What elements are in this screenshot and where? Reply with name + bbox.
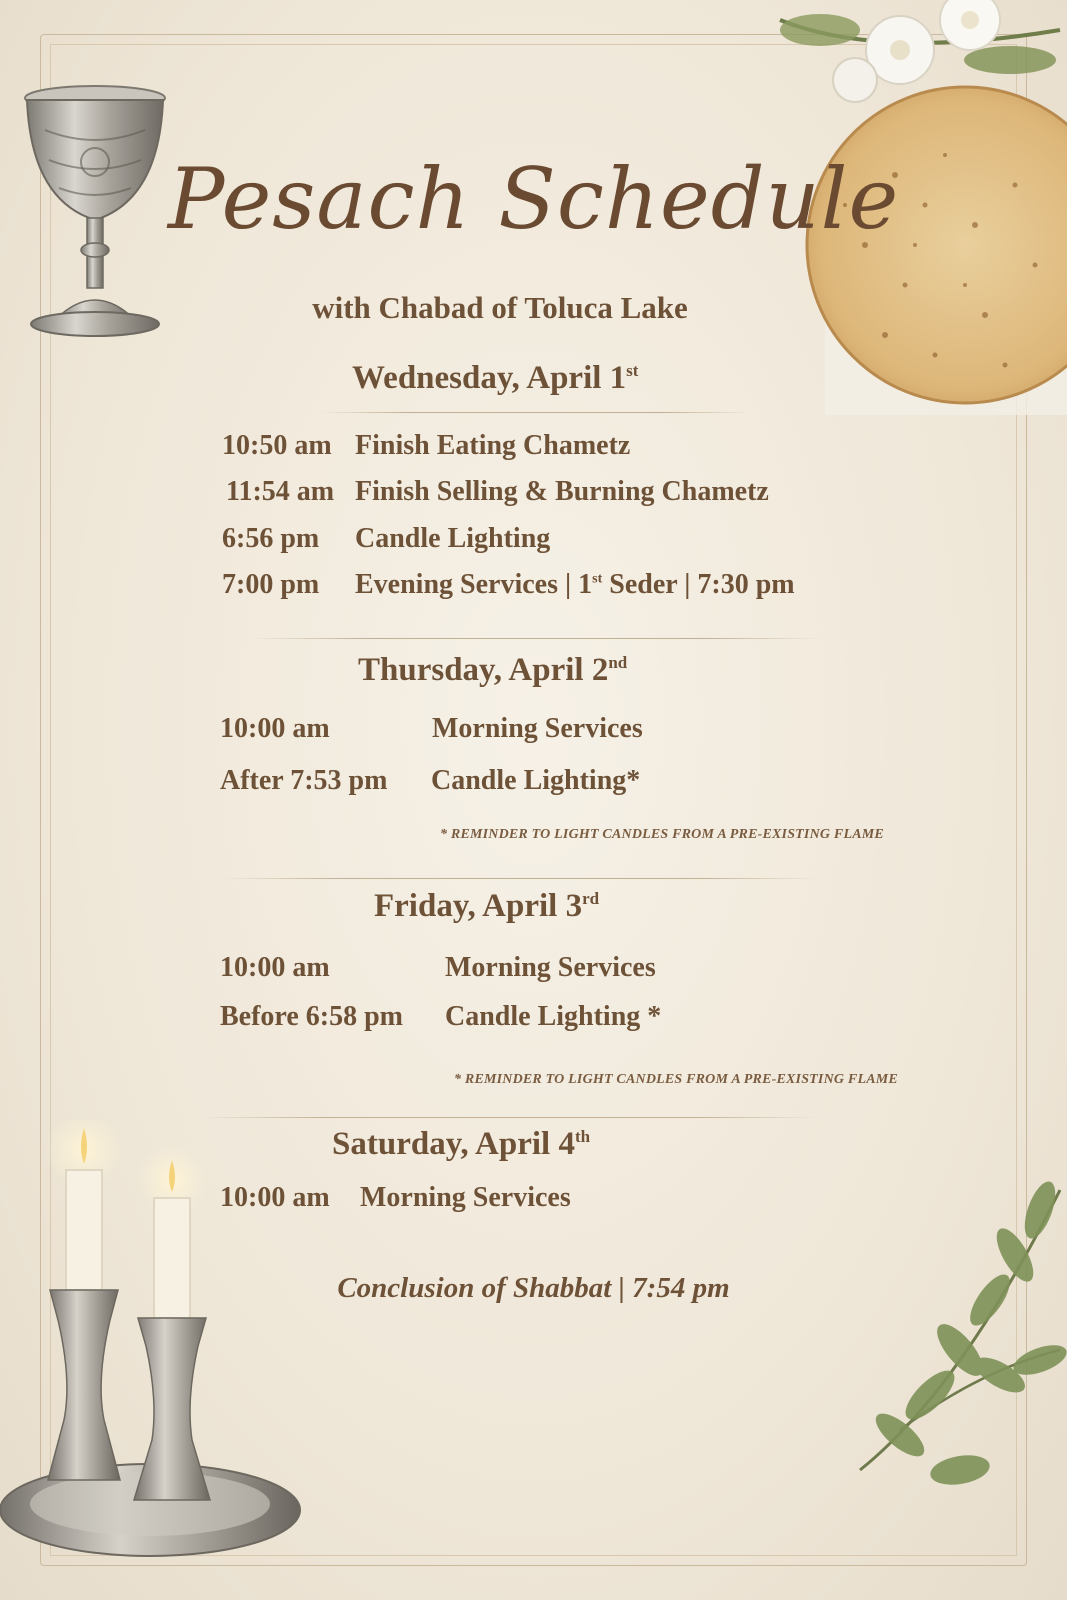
schedule-time: After 7:53 pm [220, 765, 388, 796]
ordinal-suffix: st [592, 571, 603, 587]
page-title: Pesach Schedule [167, 150, 900, 248]
schedule-event [355, 569, 795, 601]
day-heading-suffix: nd [608, 653, 628, 672]
day-heading-text: Thursday, April 2 [358, 652, 609, 688]
schedule-time: 10:00 am [220, 713, 330, 744]
day-heading-friday [374, 888, 599, 925]
day-heading-text: Wednesday, April 1 [352, 360, 627, 396]
schedule-time: 10:50 am [222, 430, 332, 461]
green-leaves-illustration [840, 1170, 1067, 1500]
schedule-time: 6:56 pm [222, 523, 320, 554]
divider [200, 1117, 820, 1118]
schedule-event: Candle Lighting * [445, 1001, 662, 1032]
day-heading-wednesday [352, 360, 638, 397]
schedule-time: 10:00 am [220, 952, 330, 983]
schedule-event: Morning Services [432, 713, 643, 744]
schedule-time: 10:00 am [220, 1182, 330, 1213]
schedule-event-part: Seder | 7:30 pm [602, 569, 795, 600]
divider [320, 412, 750, 413]
day-heading-text: Saturday, April 4 [332, 1126, 575, 1162]
reminder-note: * REMINDER TO LIGHT CANDLES FROM A PRE-EXISTING FLAME [440, 827, 884, 842]
reminder-note: * REMINDER TO LIGHT CANDLES FROM A PRE-EXISTING FLAME [454, 1072, 898, 1087]
day-heading-suffix: th [574, 1127, 591, 1146]
day-heading-suffix: rd [582, 889, 600, 908]
schedule-event: Morning Services [360, 1182, 571, 1213]
shabbat-conclusion: Conclusion of Shabbat | 7:54 pm [337, 1272, 730, 1304]
page-subtitle: with Chabad of Toluca Lake [312, 290, 688, 325]
matzah-illustration [805, 85, 1067, 415]
day-heading-thursday [358, 652, 627, 689]
schedule-event: Finish Selling & Burning Chametz [355, 476, 769, 507]
schedule-time: Before 6:58 pm [220, 1001, 403, 1032]
schedule-event: Candle Lighting [355, 523, 551, 554]
schedule-time: 11:54 am [226, 476, 335, 507]
day-heading-saturday [332, 1126, 590, 1163]
schedule-event-part: Evening Services | 1 [355, 569, 593, 600]
divider [250, 638, 820, 639]
divider [220, 878, 820, 879]
schedule-event: Finish Eating Chametz [355, 430, 631, 461]
schedule-event: Candle Lighting* [431, 765, 641, 796]
schedule-time: 7:00 pm [222, 569, 320, 600]
day-heading-text: Friday, April 3 [374, 888, 583, 924]
schedule-event: Morning Services [445, 952, 656, 983]
day-heading-suffix: st [626, 361, 639, 380]
